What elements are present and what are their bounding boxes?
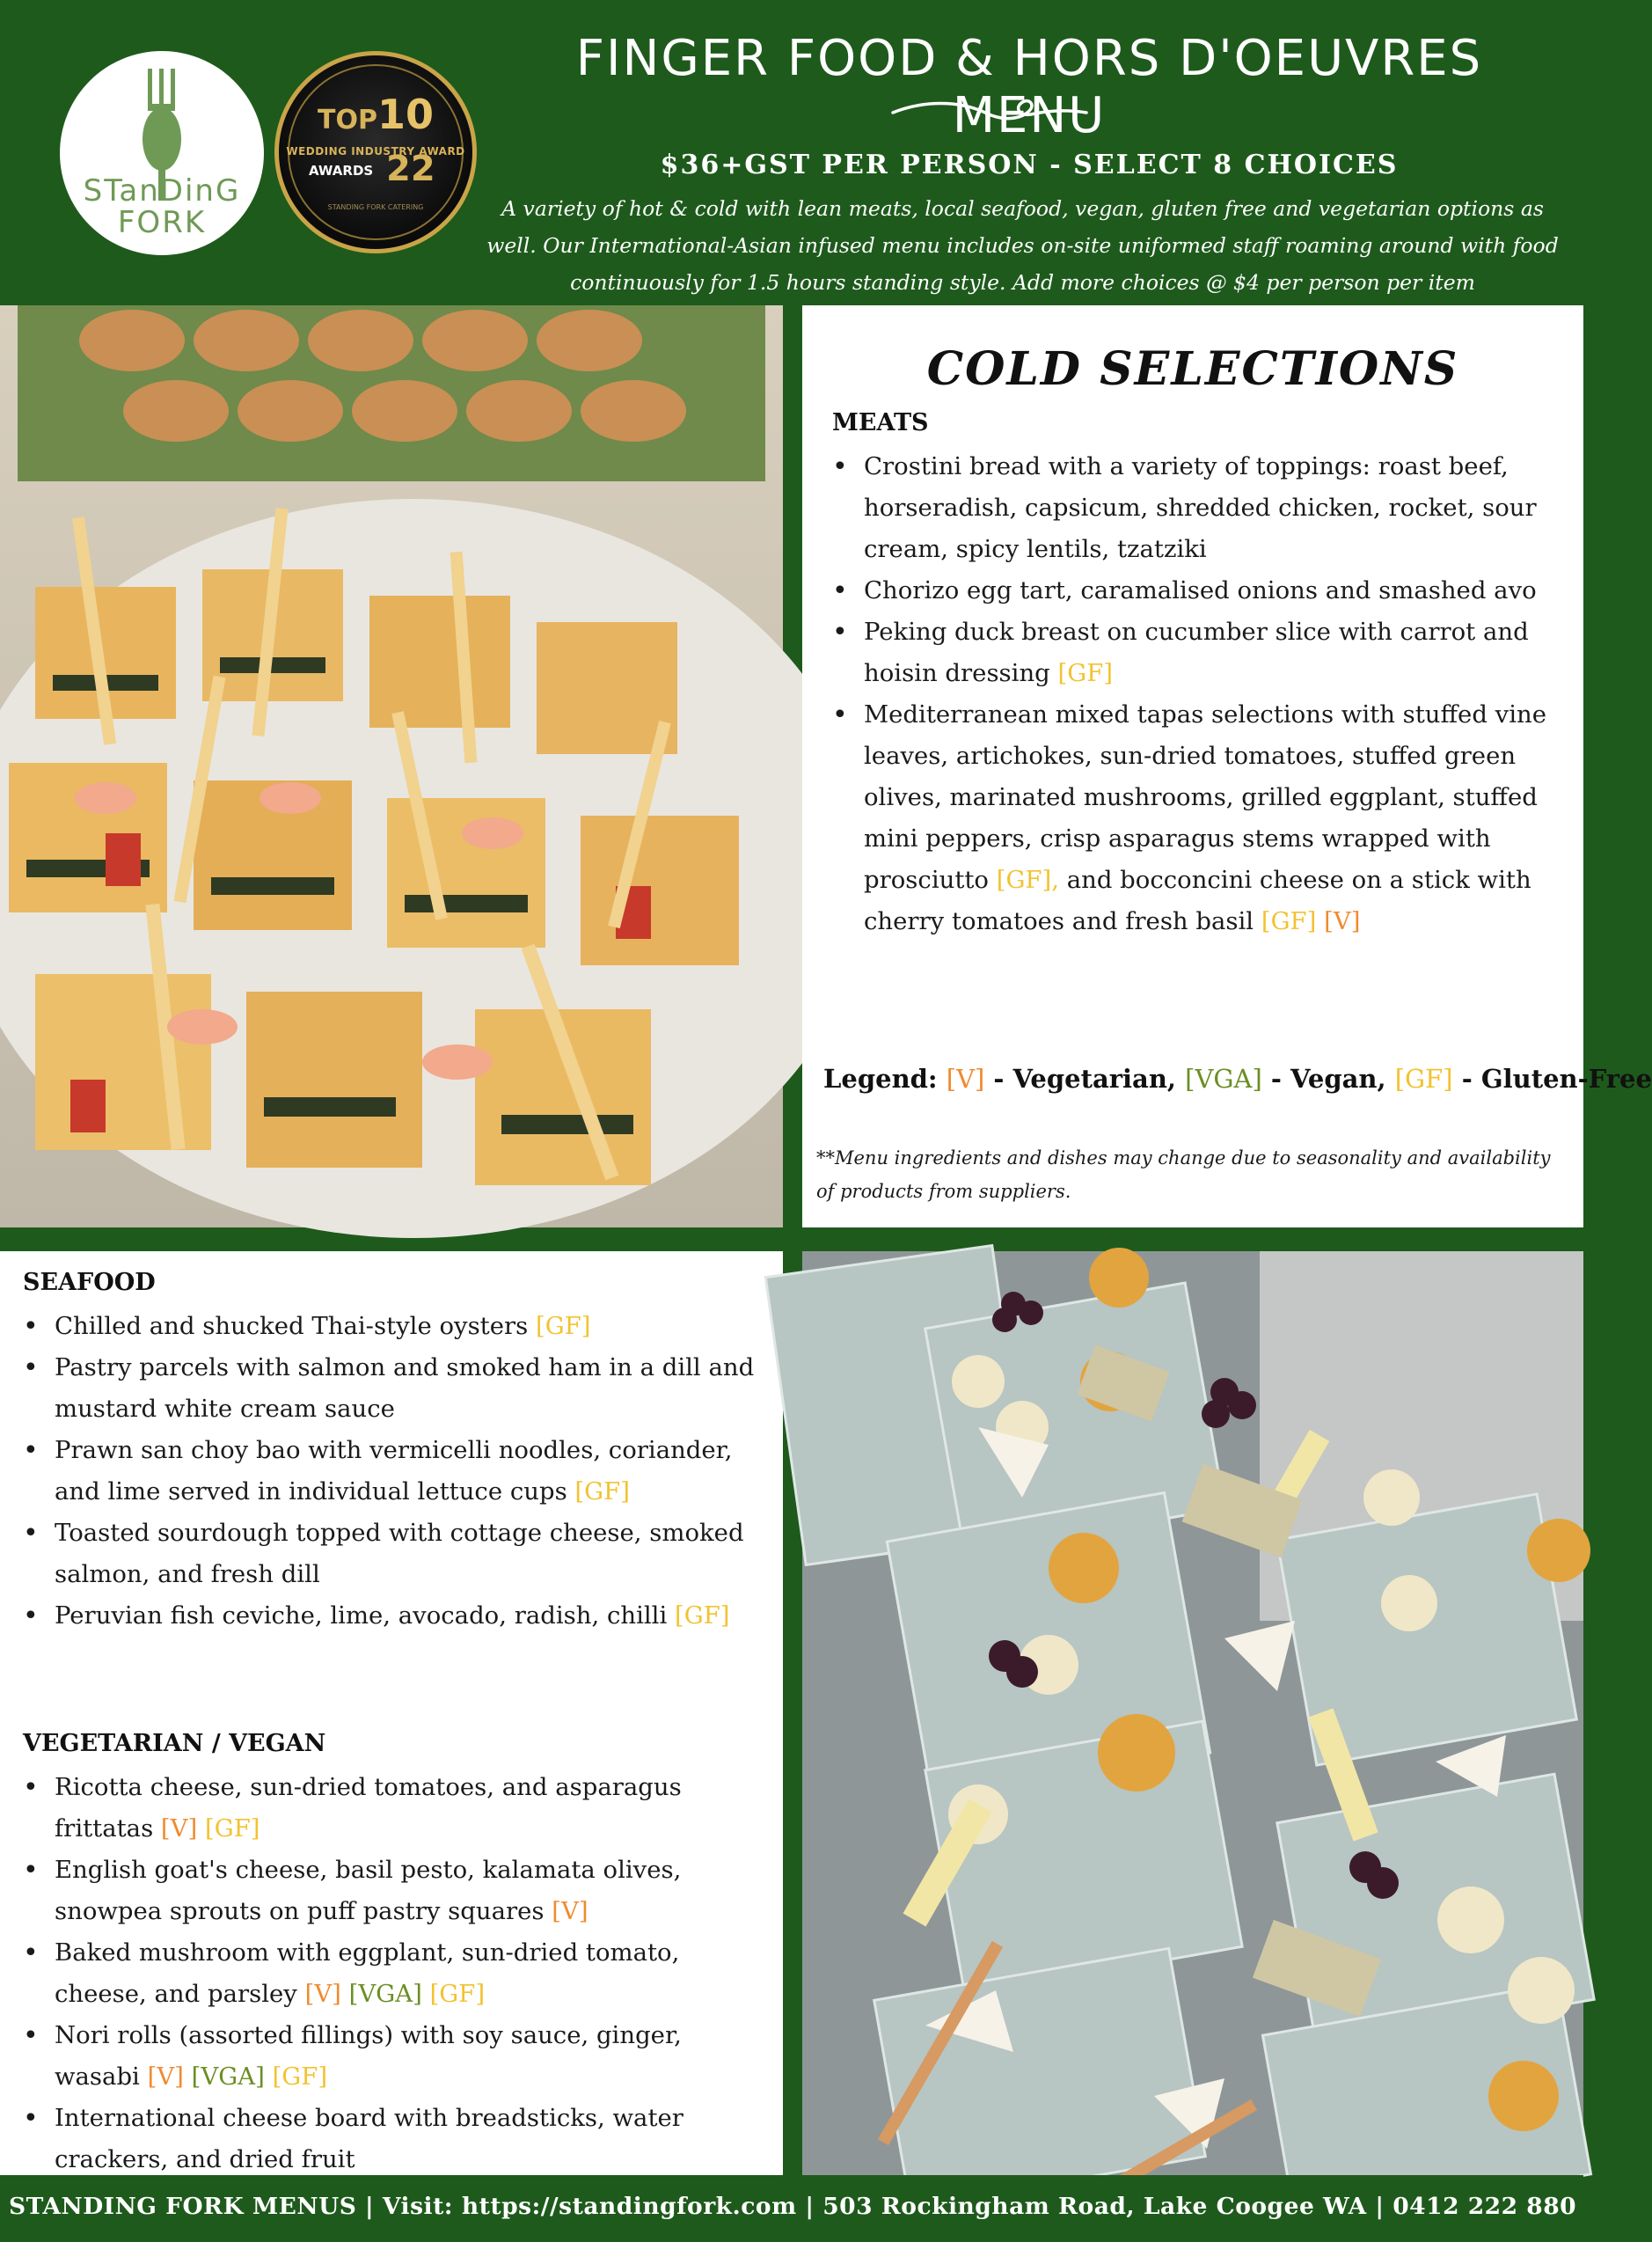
seafood-vegetarian-panel: [0, 1251, 783, 2175]
seafood-list: [23, 1306, 771, 1637]
meats-list: [832, 446, 1576, 942]
vegan-tag: [VGA]: [348, 1980, 422, 2008]
vegetarian-tag: [V]: [1324, 907, 1361, 935]
logo-text-line2: FORK: [117, 205, 207, 240]
gluten-free-tag: [GF]: [272, 2062, 328, 2091]
vegan-tag: [VGA]: [191, 2062, 265, 2091]
footer-contact-line: STANDING FORK MENUS | Visit: https://standingfork.com | 503 Rockingham Road, Lake Coogee WA | 0412 222 880: [9, 2193, 1577, 2220]
list-item: • Toasted sourdough topped with cottage cheese, smoked salmon, and fresh dill: [23, 1513, 771, 1595]
vegetarian-tag: [V]: [304, 1980, 341, 2008]
list-item: • International cheese board with breadsticks, water crackers, and dried fruit: [23, 2098, 771, 2180]
logo-text-line1: STanDinG: [83, 173, 241, 209]
gluten-free-tag: [GF],: [996, 866, 1059, 894]
menu-footer: [0, 2175, 1583, 2242]
vegetarian-tag: [V]: [552, 1897, 588, 1925]
gluten-free-tag: [GF]: [205, 1814, 260, 1843]
legend-vegan-tag: [VGA]: [1185, 1064, 1262, 1094]
gluten-free-tag: [GF]: [429, 1980, 486, 2008]
list-item: • Chilled and shucked Thai-style oysters [GF]: [23, 1306, 771, 1347]
award-year: 22: [386, 149, 435, 189]
vegetarian-tag: [V]: [160, 1814, 198, 1843]
quiche-photo-illustration: [0, 305, 783, 1227]
vegetarian-vegan-heading: VEGETARIAN / VEGAN: [23, 1730, 326, 1757]
award-top-text: TOP10: [318, 91, 434, 138]
legend-gluten-free-tag: [GF]: [1394, 1064, 1453, 1094]
top-10-award-badge: [274, 51, 477, 253]
menu-title: FINGER FOOD & HORS D'OEUVRES MENU: [575, 30, 1483, 144]
menu-intro: A variety of hot & cold with lean meats, local seafood, vegan, gluten free and vegetarian options as well. Our International-Asian infused menu includes on-site uniformed staff roaming around with food continuously for 1.5 hours standing style. Add more choices @ $4 per person per item: [486, 196, 1559, 295]
award-awards-text: AWARDS: [309, 163, 374, 179]
seafood-heading: SEAFOOD: [23, 1269, 156, 1296]
standing-fork-logo: [60, 51, 264, 255]
cold-selections-panel: [802, 305, 1652, 1227]
gluten-free-tag: [GF]: [1057, 659, 1114, 687]
gluten-free-tag: [GF]: [574, 1477, 630, 1506]
list-item: • Nori rolls (assorted fillings) with soy sauce, ginger, wasabi [V] [VGA] [GF]: [23, 2015, 771, 2098]
list-item: • Pastry parcels with salmon and smoked ham in a dill and mustard white cream sauce: [23, 1347, 771, 1430]
list-item: • Mediterranean mixed tapas selections with stuffed vine leaves, artichokes, sun-dried tomatoes, stuffed green olives, marinated mushrooms, grilled eggplant, stuffed mini peppers, crisp asparagus stems wrapped with prosciutto [GF], and bocconcini cheese on a stick with cherry tomatoes and fresh basil [GF] [V]: [832, 694, 1576, 942]
seasonality-note: **Menu ingredients and dishes may change due to seasonality and availability of products from suppliers.: [816, 1147, 1551, 1202]
list-item: • Peruvian fish ceviche, lime, avocado, radish, chilli [GF]: [23, 1595, 771, 1637]
legend-vegetarian-tag: [V]: [946, 1064, 985, 1094]
list-item: • Crostini bread with a variety of toppings: roast beef, horseradish, capsicum, shredded chicken, rocket, sour cream, spicy lentils, tzatziki: [832, 446, 1576, 570]
list-item: • Baked mushroom with eggplant, sun-dried tomato, cheese, and parsley [V] [VGA] [GF]: [23, 1932, 771, 2015]
cheese-board-photo: [802, 1251, 1583, 2175]
award-small-text: STANDING FORK CATERING: [327, 203, 424, 211]
menu-header: [0, 0, 1583, 304]
vegetarian-tag: [V]: [147, 2062, 184, 2091]
quiche-squares-photo: [0, 305, 783, 1227]
flourish-icon: [888, 93, 1091, 128]
list-item: • Chorizo egg tart, caramalised onions and smashed avo: [832, 570, 1576, 612]
price-line: $36+GST PER PERSON - SELECT 8 CHOICES: [660, 150, 1399, 180]
gluten-free-tag: [GF]: [536, 1312, 591, 1340]
list-item: • Peking duck breast on cucumber slice with carrot and hoisin dressing [GF]: [832, 612, 1576, 694]
gluten-free-tag: [GF]: [1261, 907, 1317, 935]
award-subtitle: WEDDING INDUSTRY AWARD: [286, 145, 465, 158]
list-item: • Ricotta cheese, sun-dried tomatoes, and asparagus frittatas [V] [GF]: [23, 1767, 771, 1850]
meats-heading: MEATS: [832, 409, 929, 436]
cheese-photo-illustration: [802, 1251, 1583, 2175]
vegetarian-list: [23, 1767, 771, 2180]
list-item: • English goat's cheese, basil pesto, kalamata olives, snowpea sprouts on puff pastry squares [V]: [23, 1850, 771, 1932]
list-item: • Prawn san choy bao with vermicelli noodles, coriander, and lime served in individual lettuce cups [GF]: [23, 1430, 771, 1513]
cold-selections-title: COLD SELECTIONS: [926, 342, 1459, 396]
dietary-legend: Legend: [V] - Vegetarian, [VGA] - Vegan, [GF] - Gluten-Free: [823, 1064, 1652, 1094]
gluten-free-tag: [GF]: [675, 1601, 730, 1630]
